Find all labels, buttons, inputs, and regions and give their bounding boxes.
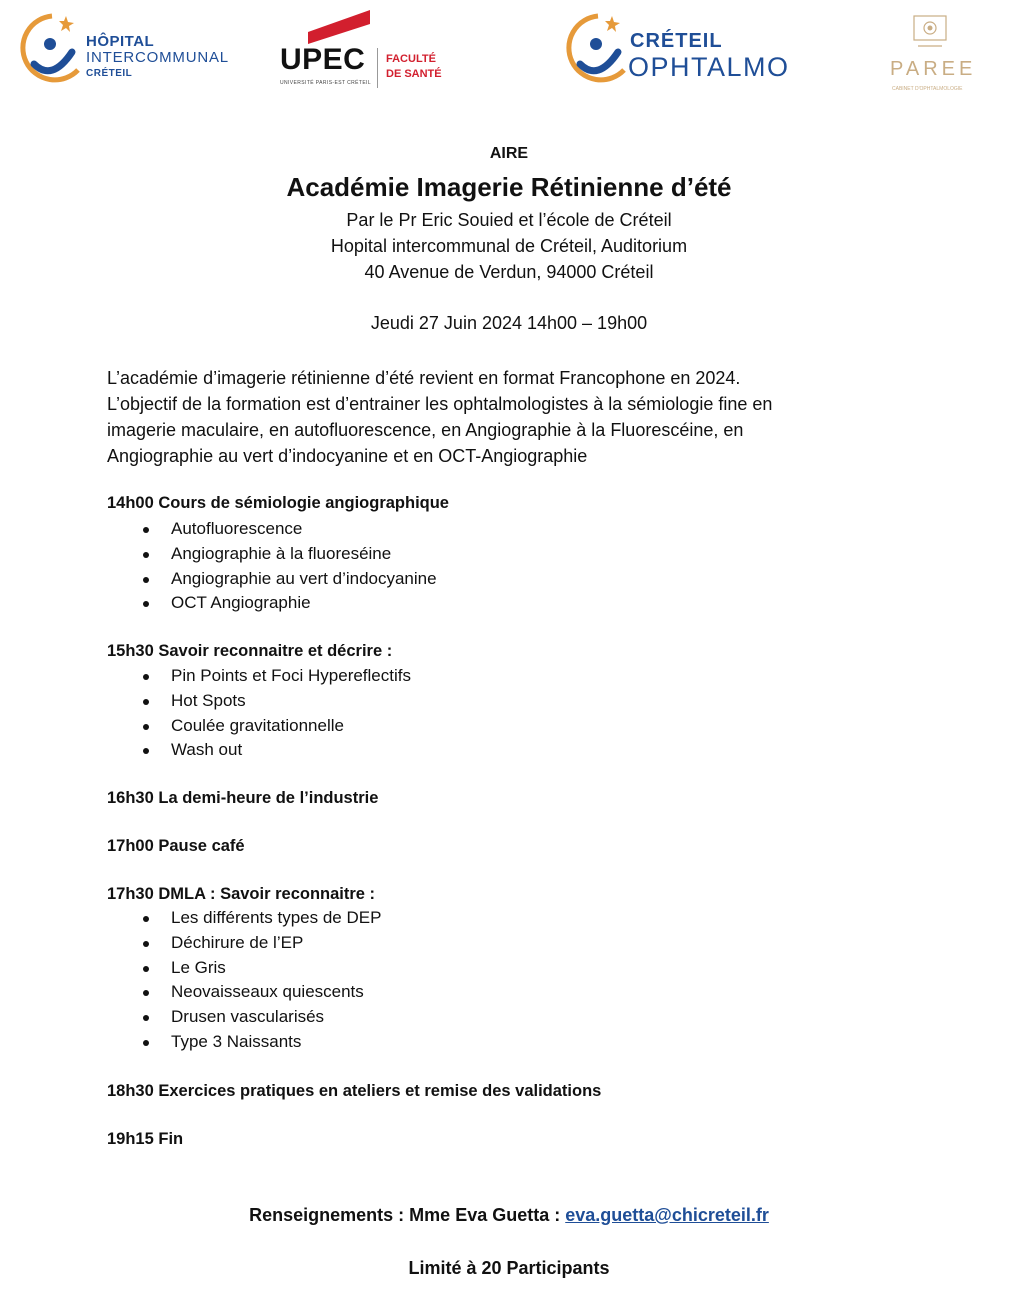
contact-line [0, 1205, 1018, 1226]
program-section-title: 17h00 Pause café [107, 837, 245, 855]
event-address: 40 Avenue de Verdun, 94000 Créteil [364, 262, 654, 282]
program-section-list [143, 906, 381, 1055]
upec-logo-name: UPEC [280, 43, 366, 76]
upec-red-bar-icon [278, 8, 378, 44]
list-item: Drusen vascularisés [143, 1005, 381, 1030]
hopital-intercommunal-logo [12, 8, 242, 88]
paree-logo-subtitle: CABINET D'OPHTALMOLOGIE [892, 86, 963, 92]
program-section-title: 15h30 Savoir reconnaitre et décrire : [107, 642, 393, 660]
list-item: Angiographie à la fluoreséine [143, 542, 437, 567]
paree-logo-name: PAREE [890, 58, 977, 80]
event-acronym: AIRE [489, 145, 529, 162]
program-section-title: 14h00 Cours de sémiologie angiographique [107, 494, 449, 512]
upec-logo [278, 8, 458, 88]
list-item: Déchirure de l’EP [143, 931, 381, 956]
list-item: Les différents types de DEP [143, 906, 381, 931]
program-section-title: 19h15 Fin [107, 1130, 184, 1148]
intro-line: imagerie maculaire, en autofluorescence, en Angiographie à la Fluorescéine, en [107, 420, 744, 440]
list-item: Pin Points et Foci Hypereflectifs [143, 664, 411, 689]
upec-faculty-line1: FACULTÉ [386, 53, 436, 65]
ophtalmo-logo-line2: OPHTALMO [628, 52, 790, 82]
program-section-title: 17h30 DMLA : Savoir reconnaitre : [107, 885, 376, 903]
upec-logo-subtitle: UNIVERSITÉ PARIS-EST CRÉTEIL [280, 80, 372, 86]
event-organizer: Par le Pr Eric Souied et l’école de Créteil [346, 210, 672, 230]
event-date: Jeudi 27 Juin 2024 14h00 – 19h00 [370, 313, 648, 333]
creteil-ophtalmo-logo [558, 8, 798, 88]
list-item: Wash out [143, 738, 411, 763]
paree-logo [880, 8, 980, 98]
intro-line: L’objectif de la formation est d’entrainer les ophtalmologistes à la sémiologie fine en [107, 394, 773, 414]
program-section-title: 16h30 La demi-heure de l’industrie [107, 789, 379, 807]
program-section-title: 18h30 Exercices pratiques en ateliers et remise des validations [107, 1082, 602, 1100]
list-item: OCT Angiographie [143, 591, 437, 616]
hopital-logo-line1: HÔPITAL [86, 33, 155, 50]
list-item: Neovaisseaux quiescents [143, 980, 381, 1005]
paree-emblem-icon [910, 12, 950, 52]
intro-line: Angiographie au vert d’indocyanine et en OCT-Angiographie [107, 446, 588, 466]
list-item: Hot Spots [143, 689, 411, 714]
hopital-emblem-icon [12, 8, 92, 88]
list-item: Autofluorescence [143, 517, 437, 542]
event-venue: Hopital intercommunal de Créteil, Auditorium [330, 236, 688, 256]
hopital-logo-line3: CRÉTEIL [86, 68, 133, 79]
logo-bar [0, 0, 1024, 110]
hopital-logo-line2: INTERCOMMUNAL [86, 49, 229, 66]
event-title: Académie Imagerie Rétinienne d’été [286, 172, 732, 202]
upec-faculty-label [386, 52, 442, 82]
list-item: Coulée gravitationnelle [143, 714, 411, 739]
participant-limit: Limité à 20 Participants [408, 1258, 610, 1278]
ophtalmo-emblem-icon [558, 8, 638, 88]
intro-paragraph [107, 365, 897, 469]
intro-line: L’académie d’imagerie rétinienne d’été revient en format Francophone en 2024. [107, 368, 741, 388]
program-section-list [143, 517, 437, 616]
list-item: Type 3 Naissants [143, 1030, 381, 1055]
contact-email-link[interactable]: eva.guetta@chicreteil.fr [565, 1205, 769, 1225]
upec-faculty-line2: DE SANTÉ [386, 68, 442, 80]
program-section-list [143, 664, 411, 763]
ophtalmo-logo-line1: CRÉTEIL [630, 30, 723, 52]
contact-label: Renseignements : Mme Eva Guetta : [249, 1205, 566, 1225]
list-item: Angiographie au vert d’indocyanine [143, 567, 437, 592]
list-item: Le Gris [143, 956, 381, 981]
upec-logo-separator [377, 48, 378, 88]
